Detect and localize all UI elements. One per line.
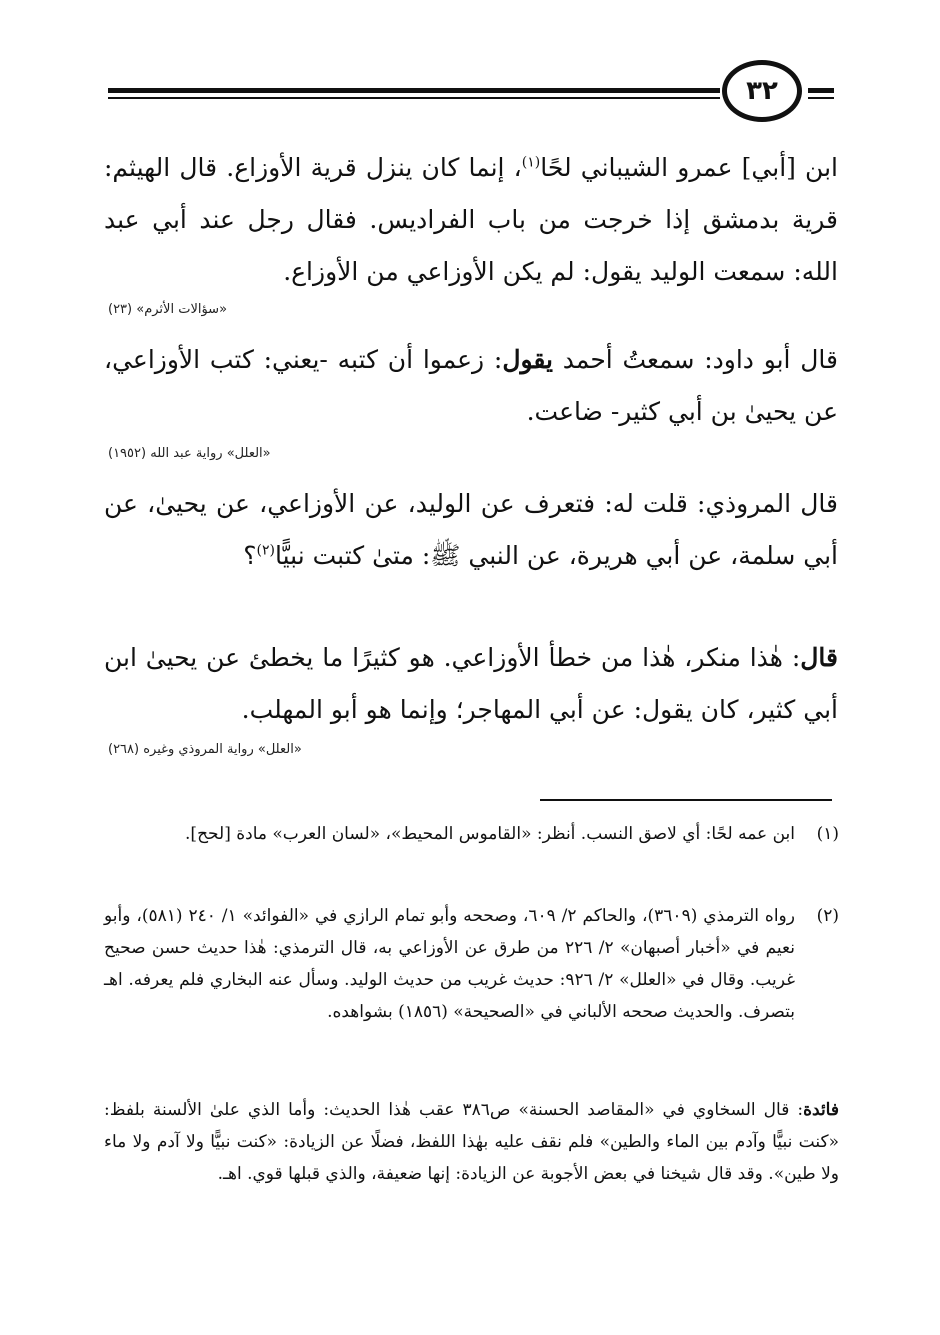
footnote-number: (٢): [816, 906, 839, 926]
paragraph-4: [104, 632, 838, 736]
footnote-ref-2[interactable]: (٢): [256, 542, 276, 559]
footnote-separator: [540, 799, 832, 801]
footnote-ref-1[interactable]: (١): [521, 154, 541, 171]
paragraph-text: : زعموا أن كتبه -يعني: كتب الأوزاعي، عن يحيىٰ بن أبي كثير- ضاعت.: [104, 345, 838, 426]
footnote-text: ابن عمه لحًا: أي لاصق النسب. أنظر: «القاموس المحيط»، «لسان العرب» مادة [لحح].: [185, 824, 795, 844]
footnote-2: [104, 900, 839, 1028]
header-rule-right-thin: [808, 97, 834, 99]
paragraph-text: قال المروذي: قلت له: فتعرف عن الوليد، عن الأوزاعي، عن يحيىٰ، عن أبي سلمة، عن أبي هريرة، عن النبي ﷺ: متىٰ كتبت نبيًّا: [104, 489, 838, 570]
page-number: ٣٢: [722, 60, 802, 122]
paragraph-1: [104, 142, 838, 298]
source-citation: «العلل» رواية المروذي وغيره (٢٦٨): [108, 742, 302, 757]
source-citation: «العلل» رواية عبد الله (١٩٥٢): [108, 446, 271, 461]
paragraph-text: ، إنما كان ينزل قرية الأوزاع. قال الهيثم: قرية بدمشق إذا خرجت من باب الفراديس. فقال رجل عند أبي عبد الله: سمعت الوليد يقول: لم يكن الأوزاعي من الأوزاع.: [104, 153, 838, 286]
bold-keyword: يقول: [502, 345, 553, 374]
paragraph-text: ؟: [243, 541, 257, 570]
header-rule-right-thick: [808, 88, 834, 93]
footnote-benefit: [104, 1094, 839, 1190]
paragraph-3: [104, 478, 838, 582]
paragraph-text: ابن [أبي] عمرو الشيباني لحًا: [540, 153, 838, 182]
footnote-text: : قال السخاوي في «المقاصد الحسنة» ص٣٨٦ عقب هٰذا الحديث: وأما الذي علىٰ الألسنة بلفظ: «كنت نبيًّا وآدم بين الماء والطين» فلم نقف عليه بهٰذا اللفظ، فضلًا عن الزيادة: «كنت نبيًّا ولا آدم ولا ماء ولا طين». وقد قال شيخنا في بعض الأجوبة عن الزيادة: إنها ضعيفة، والذي قبلها قوي. اهـ.: [104, 1100, 839, 1184]
bold-keyword: قال: [800, 643, 838, 672]
footnote-number: (١): [816, 824, 839, 844]
header-rule-thick: [108, 88, 720, 93]
benefit-label: فائدة: [803, 1100, 839, 1120]
paragraph-text: : هٰذا منكر، هٰذا من خطأ الأوزاعي. هو كثيرًا ما يخطئ عن يحيىٰ ابن أبي كثير، كان يقول: عن أبي المهاجر؛ وإنما هو أبو المهلب.: [104, 643, 838, 724]
header-rule-thin: [108, 97, 720, 99]
source-citation: «سؤالات الأثرم» (٢٣): [108, 302, 228, 317]
footnote-1: [104, 818, 839, 850]
footnote-benefit-body: [104, 1094, 839, 1190]
footnote-text: رواه الترمذي (٣٦٠٩)، والحاكم ٢/ ٦٠٩، وصححه وأبو تمام الرازي في «الفوائد» ١/ ٢٤٠ (٥٨١)، وأبو نعيم في «أخبار أصبهان» ٢/ ٢٢٦ من طرق عن الأوزاعي به، قال الترمذي: هٰذا حديث حسن صحيح غريب. وقال في «العلل» ٢/ ٩٢٦: حديث غريب من حديث الوليد. وسأل عنه البخاري فلم يعرفه. اهـ بتصرف. والحديث صححه الألباني في «الصحيحة» (١٨٥٦) بشواهده.: [104, 906, 795, 1022]
paragraph-text: قال أبو داود: سمعتُ أحمد: [553, 345, 838, 374]
paragraph-2: [104, 334, 838, 438]
